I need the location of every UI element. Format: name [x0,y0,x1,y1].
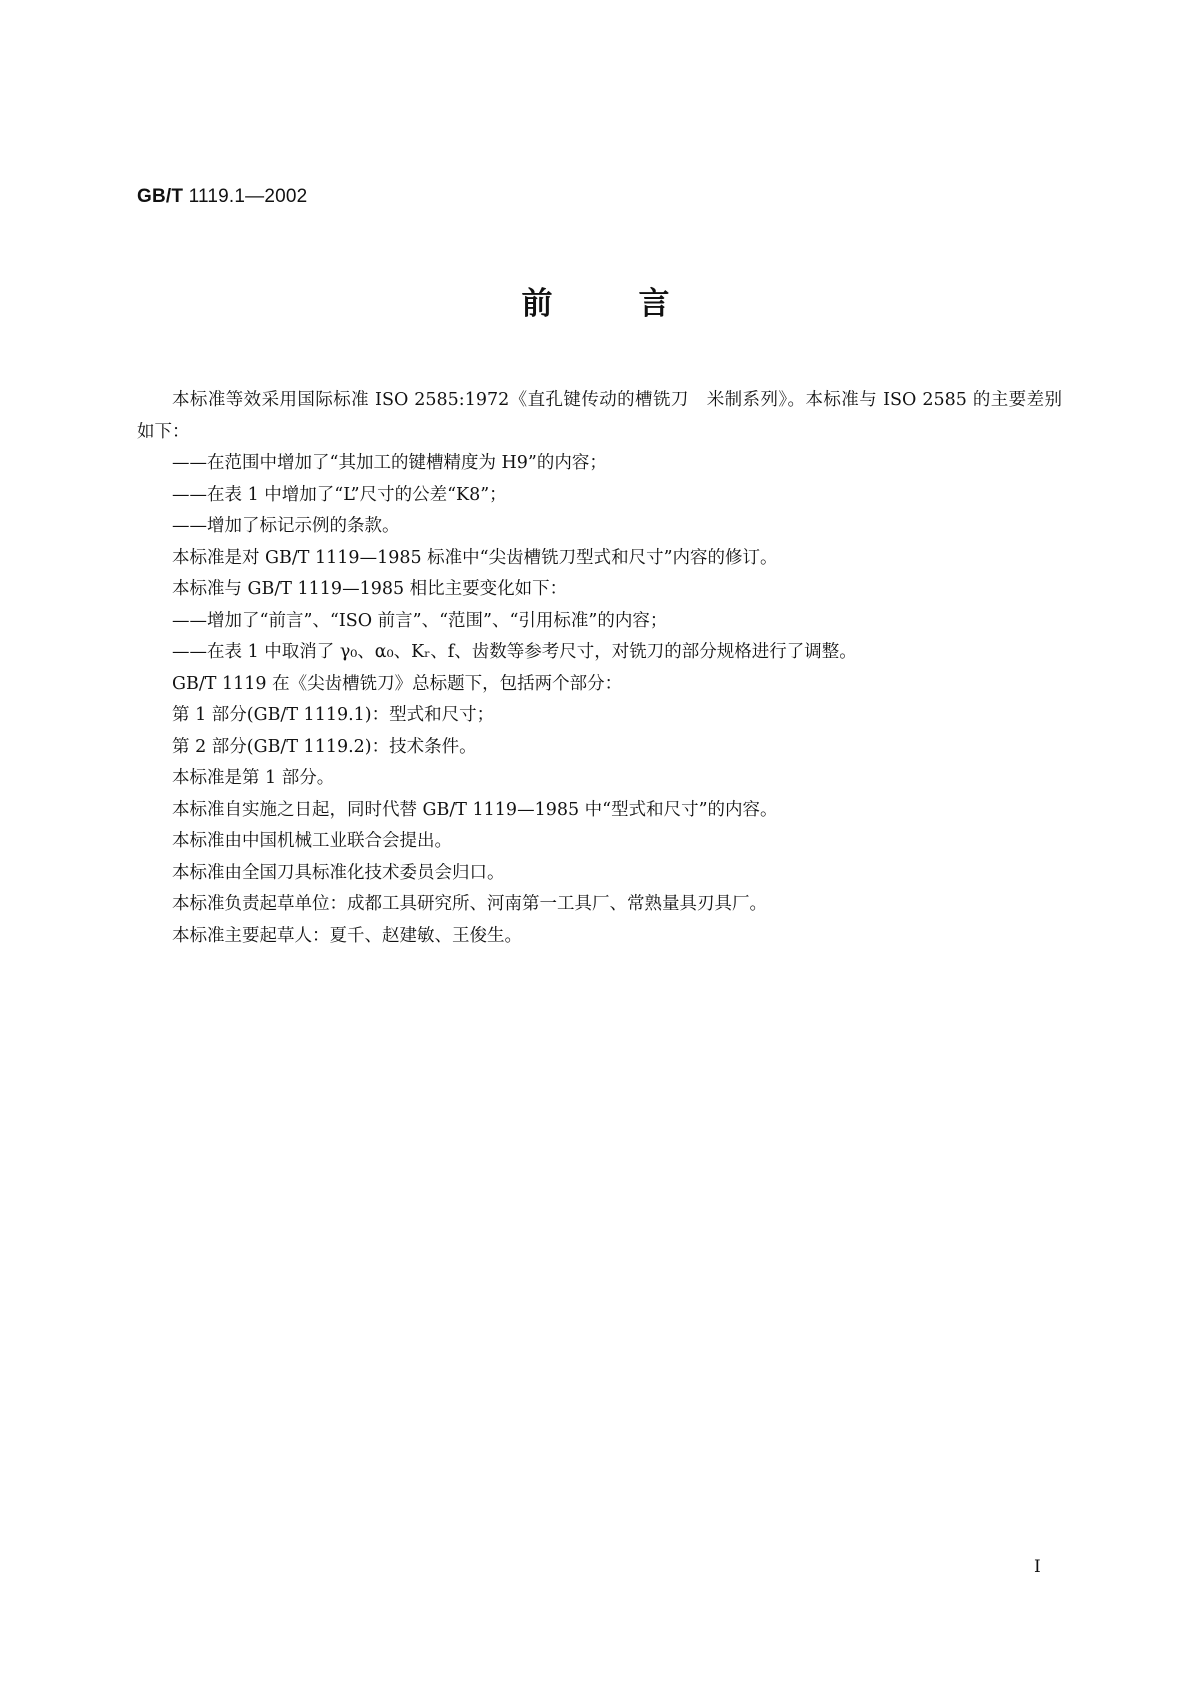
paragraph-3: ——在表 1 中增加了“L”尺寸的公差“K8”； [172,484,507,505]
page-title: 前言 [521,286,756,322]
paragraph-15: 本标准由全国刀具标准化技术委员会归口。 [172,862,505,883]
paragraph-2: ——在范围中增加了“其加工的键槽精度为 H9”的内容； [172,453,607,473]
paragraph-13: 本标准自实施之日起，同时代替 GB/T 1119—1985 中“型式和尺寸”的内容。 [172,799,778,820]
foreword-body [137,385,1062,952]
paragraph-12: 本标准是第 1 部分。 [172,768,335,788]
paragraph-7: ——增加了“前言”、“ISO 前言”、“范围”、“引用标准”的内容； [172,610,668,631]
page-number: I [1034,1557,1041,1577]
paragraph-14: 本标准由中国机械工业联合会提出。 [172,831,452,851]
paragraph-11: 第 2 部分(GB/T 1119.2)：技术条件。 [172,736,477,757]
paragraph-17: 本标准主要起草人：夏千、赵建敏、王俊生。 [172,925,522,946]
standard-code [137,186,307,208]
standard-prefix: GB/T [137,186,184,207]
paragraph-9: GB/T 1119 在《尖齿槽铣刀》总标题下，包括两个部分： [172,673,623,694]
paragraph-4: ——增加了标记示例的条款。 [172,516,400,536]
paragraph-5: 本标准是对 GB/T 1119—1985 标准中“尖齿槽铣刀型式和尺寸”内容的修订。 [172,547,778,568]
paragraph-1: 本标准等效采用国际标准 ISO 2585:1972《直孔键传动的槽铣刀 米制系列》。本标准与 ISO 2585 的主要差别如下： [137,390,1062,442]
paragraph-6: 本标准与 GB/T 1119—1985 相比主要变化如下： [172,579,568,599]
paragraph-16: 本标准负责起草单位：成都工具研究所、河南第一工具厂、常熟量具刃具厂。 [172,894,767,914]
standard-number: 1119.1—2002 [188,186,308,207]
paragraph-10: 第 1 部分(GB/T 1119.1)：型式和尺寸； [172,705,495,725]
paragraph-8: ——在表 1 中取消了 γ₀、α₀、Kᵣ、f、齿数等参考尺寸，对铣刀的部分规格进行了调整。 [172,642,857,662]
